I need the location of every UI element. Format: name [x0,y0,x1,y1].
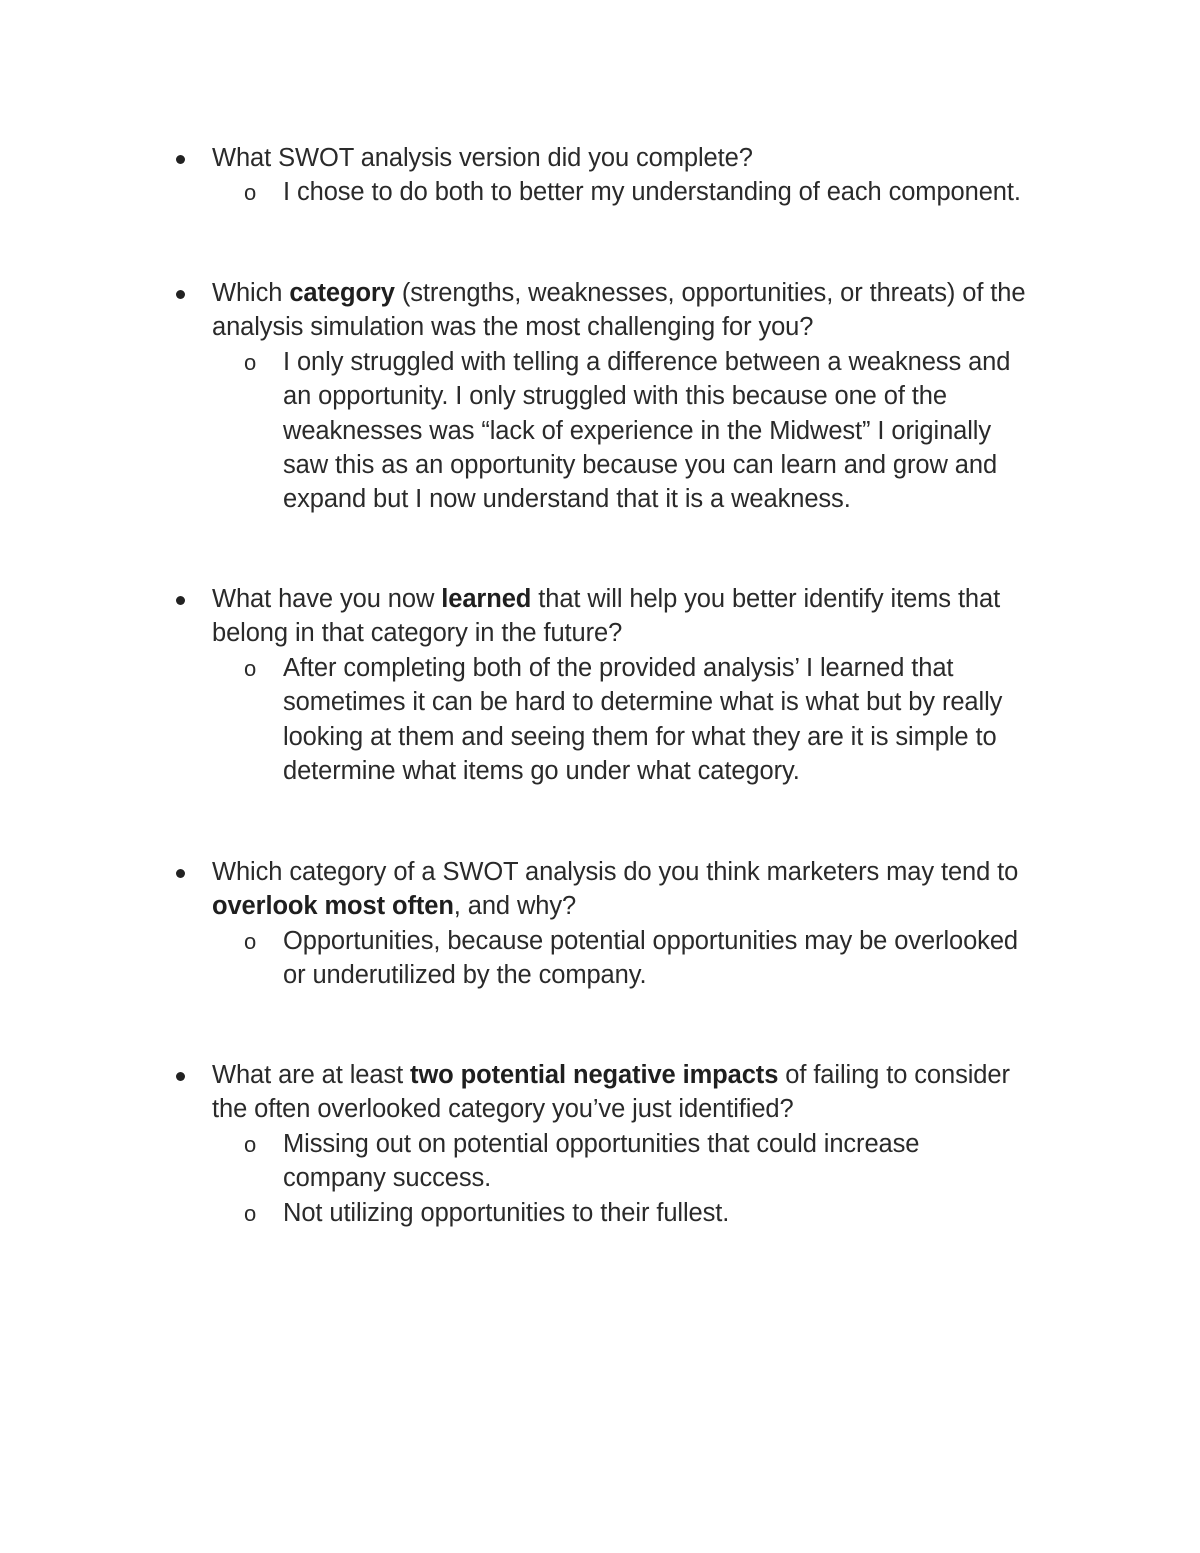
question-emphasis: learned [441,585,532,613]
question-item [0,582,1200,788]
answer-text: Not utilizing opportunities to their fullest. [283,1198,730,1227]
answer-line [0,1161,1200,1195]
question-line [0,616,1200,650]
answer-line [0,345,1200,379]
question-item [0,855,1200,993]
question-text: the often overlooked category you’ve just identified? [212,1095,794,1124]
question-item [0,276,1200,517]
question-emphasis: two potential negative impacts [410,1061,779,1089]
bullet-icon [176,155,185,164]
question-item [0,1058,1200,1230]
question-line [0,141,1200,175]
answer-text: Missing out on potential opportunities that could increase [283,1129,920,1158]
answer-line [0,958,1200,992]
answer-text: I chose to do both to better my understanding of each component. [283,178,1021,207]
answer-line [0,448,1200,482]
answer-text: company success. [283,1164,492,1193]
answer-line [0,175,1200,209]
question-line [0,276,1200,310]
answer-line [0,685,1200,719]
question-emphasis: category [289,279,395,307]
question-line [0,1058,1200,1092]
bullet-icon [176,869,185,878]
question-text: (strengths, weaknesses, opportunities, or threats) of the [394,279,1026,307]
question-item [0,141,1200,210]
answer-line [0,1196,1200,1230]
sub-bullet-icon: o [244,655,257,681]
answer-line [0,651,1200,685]
answer-text: looking at them and seeing them for what they are it is simple to [283,722,997,751]
answer-line [0,414,1200,448]
answer-text: sometimes it can be hard to determine what is what but by really [283,688,1003,717]
question-text: of failing to consider [778,1061,1010,1089]
answer-text: saw this as an opportunity because you can learn and grow and [283,450,998,479]
bullet-icon [176,290,185,299]
question-text: Which category of a SWOT analysis do you think marketers may tend to [212,858,1019,886]
question-line [0,582,1200,616]
sub-bullet-icon: o [244,928,257,954]
bullet-icon [176,596,185,605]
question-text: What are at least [212,1061,411,1089]
question-line [0,1092,1200,1126]
sub-bullet-icon: o [244,349,257,375]
question-text: Which [212,279,290,307]
bullet-icon [176,1072,185,1081]
answer-line [0,754,1200,788]
question-emphasis: overlook most often [212,892,454,921]
sub-bullet-icon: o [244,1131,257,1157]
question-text: that will help you better identify items that [531,585,1001,613]
answer-text: weaknesses was “lack of experience in the Midwest” I originally [283,416,992,445]
sub-bullet-icon: o [244,1200,257,1226]
answer-line [0,482,1200,516]
question-text: , and why? [453,892,577,921]
answer-line [0,379,1200,413]
question-text: What have you now [212,585,442,613]
question-line [0,889,1200,923]
answer-text: determine what items go under what category. [283,756,800,785]
answer-line [0,1127,1200,1161]
answer-text: or underutilized by the company. [283,961,647,990]
question-text: analysis simulation was the most challenging for you? [212,313,814,342]
question-line [0,310,1200,344]
answer-text: expand but I now understand that it is a weakness. [283,485,851,514]
question-text: belong in that category in the future? [212,619,623,648]
answer-line [0,720,1200,754]
answer-text: Opportunities, because potential opportunities may be overlooked [283,926,1018,955]
answer-line [0,924,1200,958]
question-text: What SWOT analysis version did you complete? [212,144,753,172]
answer-text: an opportunity. I only struggled with this because one of the [283,382,947,411]
question-line [0,855,1200,889]
answer-text: After completing both of the provided analysis’ I learned that [283,653,954,682]
answer-text: I only struggled with telling a difference between a weakness and [283,347,1011,376]
sub-bullet-icon: o [244,180,257,206]
